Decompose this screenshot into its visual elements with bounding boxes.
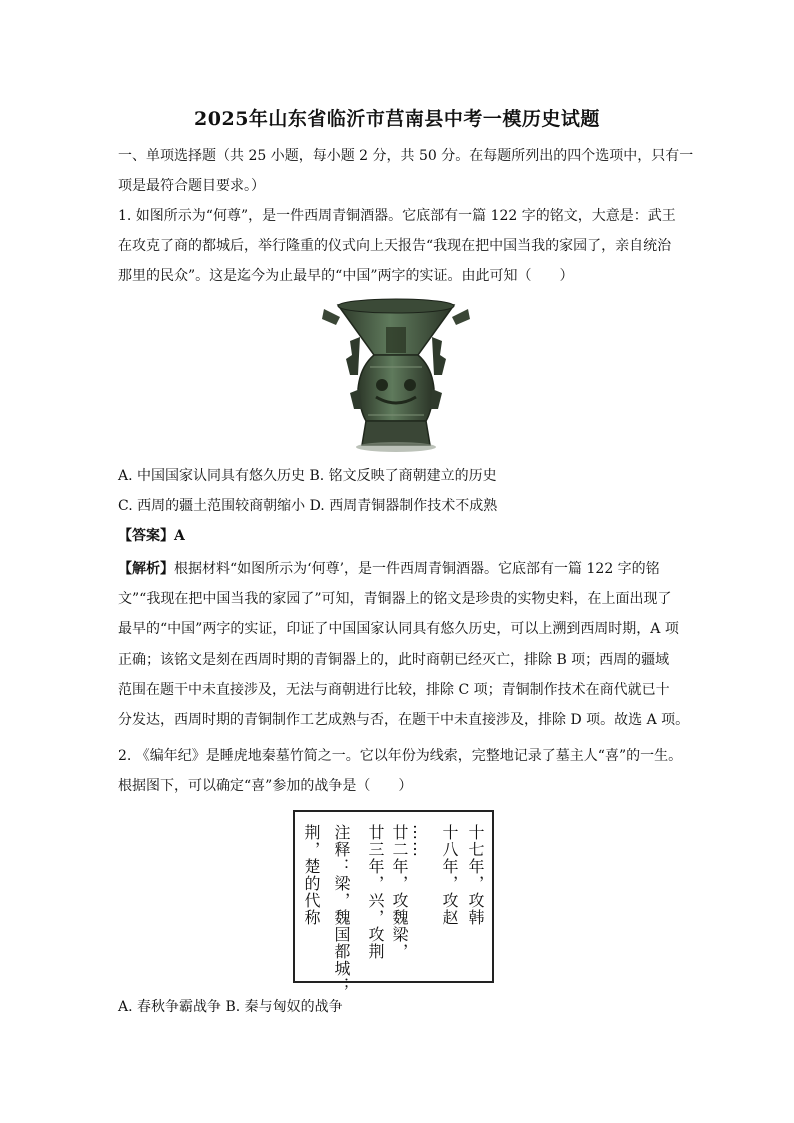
- q1-stem-line-1: 1. 如图所示为“何尊”，是一件西周青铜酒器。它底部有一篇 122 字的铭文，大意是：武王: [118, 208, 676, 224]
- he-zun-bronze-vessel-image: [320, 297, 472, 455]
- chronicle-column-5: 廿三年，兴，攻荆: [366, 824, 385, 960]
- chronicle-column-4: 廿二年，攻魏梁，: [390, 824, 409, 960]
- analysis-label: 【解析】: [118, 561, 174, 577]
- q2-stem-line-2: 根据图下，可以确定“喜”参加的战争是（ ）: [118, 778, 413, 794]
- q1-stem-line-2: 在攻克了商的都城后，举行隆重的仪式向上天报告“我现在把中国当我的家园了，亲自统治: [118, 238, 672, 254]
- section-instructions-line-2: 项是最符合题目要求。）: [118, 178, 265, 194]
- chronicle-column-6: 注释：梁，魏国都城；: [332, 824, 351, 994]
- analysis-text: 根据材料“如图所示为‘何尊’，是一件西周青铜酒器。它底部有一篇 122 字的铭: [174, 561, 660, 577]
- q1-analysis-line-6: 分发达，西周时期的青铜制作工艺成熟与否，在题干中未直接涉及，排除 D 项。故选 A 项。: [118, 712, 690, 728]
- q1-stem-line-3: 那里的民众”。这是迄今为止最早的“中国”两字的实证。由此可知（ ）: [118, 268, 574, 284]
- chronicle-column-1: 十七年，攻韩: [466, 824, 485, 926]
- q1-answer: 【答案】A: [118, 528, 185, 544]
- q1-analysis-line-4: 正确；该铭文是刻在西周时期的青铜器上的，此时商朝已经灭亡，排除 B 项；西周的疆域: [118, 652, 670, 668]
- chronicle-column-3: ……: [410, 824, 429, 858]
- q1-analysis-line-1: [118, 559, 660, 579]
- q1-options-line-2: C. 西周的疆土范围较商朝缩小 D. 西周青铜器制作技术不成熟: [118, 498, 498, 514]
- chronicle-excerpt-box: [293, 810, 494, 994]
- q1-analysis-line-5: 范围在题干中未直接涉及，无法与商朝进行比较，排除 C 项；青铜制作技术在商代就已十: [118, 682, 670, 698]
- q1-analysis-line-2: 文”“我现在把中国当我的家园了”可知，青铜器上的铭文是珍贵的实物史料，在上面出现了: [118, 591, 672, 607]
- q2-options-line-1: A. 春秋争霸战争 B. 秦与匈奴的战争: [118, 999, 343, 1015]
- q1-options-line-1: A. 中国国家认同具有悠久历史 B. 铭文反映了商朝建立的历史: [118, 468, 497, 484]
- chronicle-column-7: 荆，楚的代称: [302, 824, 321, 926]
- q1-analysis-line-3: 最早的“中国”两字的实证，印证了中国国家认同具有悠久历史，可以上溯到西周时期，A 项: [118, 621, 679, 637]
- section-instructions-line-1: 一、单项选择题（共 25 小题，每小题 2 分，共 50 分。在每题所列出的四个选项中，只有一: [118, 148, 694, 164]
- chronicle-column-2: 十八年，攻赵: [440, 824, 459, 926]
- page-title: 2025年山东省临沂市莒南县中考一模历史试题: [194, 108, 600, 130]
- q2-stem-line-1: 2. 《编年纪》是睡虎地秦墓竹简之一。它以年份为线索，完整地记录了墓主人“喜”的一生。: [118, 748, 683, 764]
